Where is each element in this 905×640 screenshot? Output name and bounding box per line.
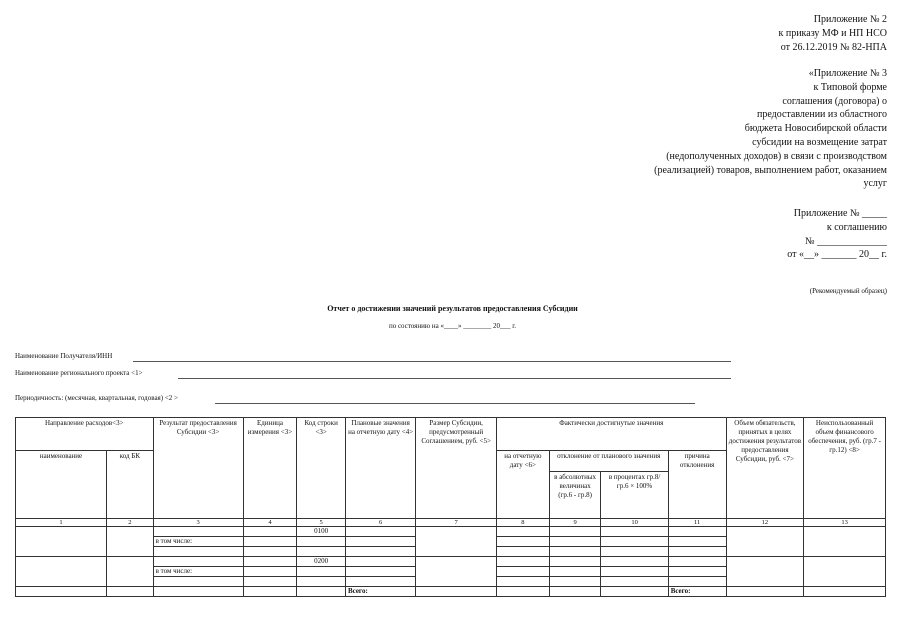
- cell-planned[interactable]: [345, 527, 415, 537]
- quote-line: к Типовой форме: [813, 81, 887, 93]
- header-unit: Единица измерения <3>: [243, 418, 297, 519]
- project-field-line[interactable]: [178, 378, 731, 379]
- cell-planned[interactable]: [345, 567, 415, 577]
- quote-line: бюджета Новосибирской области: [744, 123, 887, 135]
- quote-line: (недополученных доходов) в связи с производством: [666, 150, 887, 162]
- agreement-line: № ______________: [804, 235, 887, 247]
- col-number: 12: [726, 519, 804, 527]
- cell-total-empty: [297, 587, 346, 597]
- agreement-line: к соглашению: [826, 221, 887, 233]
- cell-subsidy[interactable]: [416, 557, 497, 587]
- cell-deviation-abs[interactable]: [549, 577, 601, 587]
- cell-planned[interactable]: [345, 557, 415, 567]
- col-number: 9: [549, 519, 601, 527]
- header-subsidy: Размер Субсидии, предусмотренный Соглашением, руб. <5>: [416, 418, 497, 519]
- cell-direction-name[interactable]: [16, 557, 107, 587]
- cell-deviation-pct[interactable]: [601, 557, 668, 567]
- cell-total-unused[interactable]: [804, 587, 886, 597]
- cell-reason[interactable]: [668, 567, 726, 577]
- col-number: 11: [668, 519, 726, 527]
- cell-reason[interactable]: [668, 557, 726, 567]
- cell-total-empty: [243, 587, 297, 597]
- cell-row-code: 0200: [297, 557, 346, 567]
- cell-row-code: 0100: [297, 527, 346, 537]
- header-name: наименование: [16, 451, 107, 519]
- header-row-code: Код строки <3>: [297, 418, 346, 519]
- quote-line: (реализацией) товаров, выполнением работ, оказанием: [654, 164, 887, 176]
- cell-reason[interactable]: [668, 527, 726, 537]
- cell-total-obligations[interactable]: [726, 587, 804, 597]
- cell-code-bk[interactable]: [107, 557, 154, 587]
- report-as-of: по состоянию на «____» ________ 20___ г.: [388, 322, 517, 330]
- quote-line: предоставлении из областного: [756, 109, 887, 121]
- cell-deviation-abs[interactable]: [549, 547, 601, 557]
- header-on-date: на отчетную дату <6>: [496, 451, 549, 519]
- cell-actual[interactable]: [496, 537, 549, 547]
- cell-reason[interactable]: [668, 577, 726, 587]
- cell-total-empty: [496, 587, 549, 597]
- recipient-field-line[interactable]: [133, 361, 731, 362]
- cell-reason[interactable]: [668, 547, 726, 557]
- header-abs: в абсолютных величинах (гр.6 - гр.8): [549, 472, 601, 519]
- cell-including: в том числе:: [153, 567, 243, 577]
- header-deviation: отклонение от планового значения: [549, 451, 668, 472]
- cell-planned[interactable]: [345, 547, 415, 557]
- header-result: Результат предоставления Субсидии <3>: [153, 418, 243, 519]
- cell-actual[interactable]: [496, 567, 549, 577]
- cell-unused[interactable]: [804, 557, 886, 587]
- cell-unused[interactable]: [804, 527, 886, 557]
- cell-result[interactable]: [153, 557, 243, 567]
- cell-row-code[interactable]: [297, 577, 346, 587]
- cell-deviation-abs[interactable]: [549, 567, 601, 577]
- cell-deviation-pct[interactable]: [601, 577, 668, 587]
- cell-total-empty: [153, 587, 243, 597]
- quote-line: услуг: [863, 178, 887, 190]
- cell-row-code[interactable]: [297, 567, 346, 577]
- cell-unit[interactable]: [243, 537, 297, 547]
- quote-block: [557, 67, 887, 191]
- header-unused: Неиспользованный объем финансового обеспечения, руб. (гр.7 - гр.12) <8>: [804, 418, 886, 519]
- cell-planned[interactable]: [345, 537, 415, 547]
- col-number: 6: [345, 519, 415, 527]
- header-direction: Направление расходов<3>: [16, 418, 154, 451]
- cell-unit[interactable]: [243, 567, 297, 577]
- cell-unit[interactable]: [243, 577, 297, 587]
- cell-result[interactable]: [153, 527, 243, 537]
- report-title: Отчет о достижении значений результатов предоставления Субсидии: [327, 304, 578, 313]
- project-label: Наименование регионального проекта <1>: [15, 369, 143, 377]
- cell-deviation-pct[interactable]: [601, 537, 668, 547]
- quote-line: субсидии на возмещение затрат: [752, 136, 887, 148]
- cell-deviation-abs[interactable]: [549, 527, 601, 537]
- col-number: 2: [107, 519, 154, 527]
- col-number: 4: [243, 519, 297, 527]
- cell-actual[interactable]: [496, 547, 549, 557]
- cell-total-empty: [16, 587, 107, 597]
- agreement-block: [587, 207, 887, 262]
- cell-unit[interactable]: [243, 527, 297, 537]
- cell-subsidy[interactable]: [416, 527, 497, 557]
- periodicity-label: Периодичность: (месячная, квартальная, годовая) <2 >: [15, 394, 178, 402]
- agreement-line: Приложение № _____: [793, 208, 887, 219]
- col-number: 5: [297, 519, 346, 527]
- cell-deviation-pct[interactable]: [601, 547, 668, 557]
- header-actual: Фактически достигнутые значения: [496, 418, 726, 451]
- cell-total-subsidy[interactable]: [416, 587, 497, 597]
- cell-reason[interactable]: [668, 537, 726, 547]
- cell-obligations[interactable]: [726, 527, 804, 557]
- cell-deviation-pct[interactable]: [601, 567, 668, 577]
- periodicity-field-line[interactable]: [215, 403, 695, 404]
- cell-row-code[interactable]: [297, 547, 346, 557]
- recommended-note: (Рекомендуемый образец): [809, 287, 887, 295]
- col-number: 1: [16, 519, 107, 527]
- report-table: [15, 417, 886, 597]
- cell-actual[interactable]: [496, 527, 549, 537]
- cell-planned[interactable]: [345, 577, 415, 587]
- cell-total-empty: [107, 587, 154, 597]
- agreement-line: от «__» _______ 20__ г.: [787, 249, 887, 261]
- cell-direction-name[interactable]: [16, 527, 107, 557]
- cell-total-empty: [601, 587, 668, 597]
- cell-deviation-abs[interactable]: [549, 537, 601, 547]
- appendix-line: к приказу МФ и НП НСО: [778, 27, 887, 39]
- total-label: Всего:: [345, 587, 415, 597]
- cell-row-code[interactable]: [297, 537, 346, 547]
- col-number: 7: [416, 519, 497, 527]
- quote-line: «Приложение № 3: [808, 68, 887, 79]
- cell-actual[interactable]: [496, 557, 549, 567]
- header-obligations: Объем обязательств, принятых в целях достижения результатов предоставления Субсидии, руб. <7>: [726, 418, 804, 519]
- cell-result[interactable]: [153, 547, 243, 557]
- col-number: 8: [496, 519, 549, 527]
- header-planned: Плановые значения на отчетную дату <4>: [345, 418, 415, 519]
- cell-including: в том числе:: [153, 537, 243, 547]
- appendix-line: от 26.12.2019 № 82-НПА: [780, 41, 887, 53]
- appendix-line: Приложение № 2: [813, 14, 887, 25]
- cell-total-empty: [549, 587, 601, 597]
- col-number: 13: [804, 519, 886, 527]
- header-pct: в процентах гр.8/гр.6 × 100%: [601, 472, 668, 519]
- header-code-bk: код БК: [107, 451, 154, 519]
- cell-code-bk[interactable]: [107, 527, 154, 557]
- cell-unit[interactable]: [243, 557, 297, 567]
- col-number: 3: [153, 519, 243, 527]
- cell-deviation-pct[interactable]: [601, 527, 668, 537]
- cell-deviation-abs[interactable]: [549, 557, 601, 567]
- cell-actual[interactable]: [496, 577, 549, 587]
- appendix-block: [557, 13, 887, 54]
- recipient-label: Наименование Получателя/ИНН: [15, 352, 113, 360]
- cell-result[interactable]: [153, 577, 243, 587]
- col-number: 10: [601, 519, 668, 527]
- header-reason: причина отклонения: [668, 451, 726, 519]
- cell-obligations[interactable]: [726, 557, 804, 587]
- cell-unit[interactable]: [243, 547, 297, 557]
- quote-line: соглашения (договора) о: [782, 95, 887, 107]
- total-label-2: Всего:: [668, 587, 726, 597]
